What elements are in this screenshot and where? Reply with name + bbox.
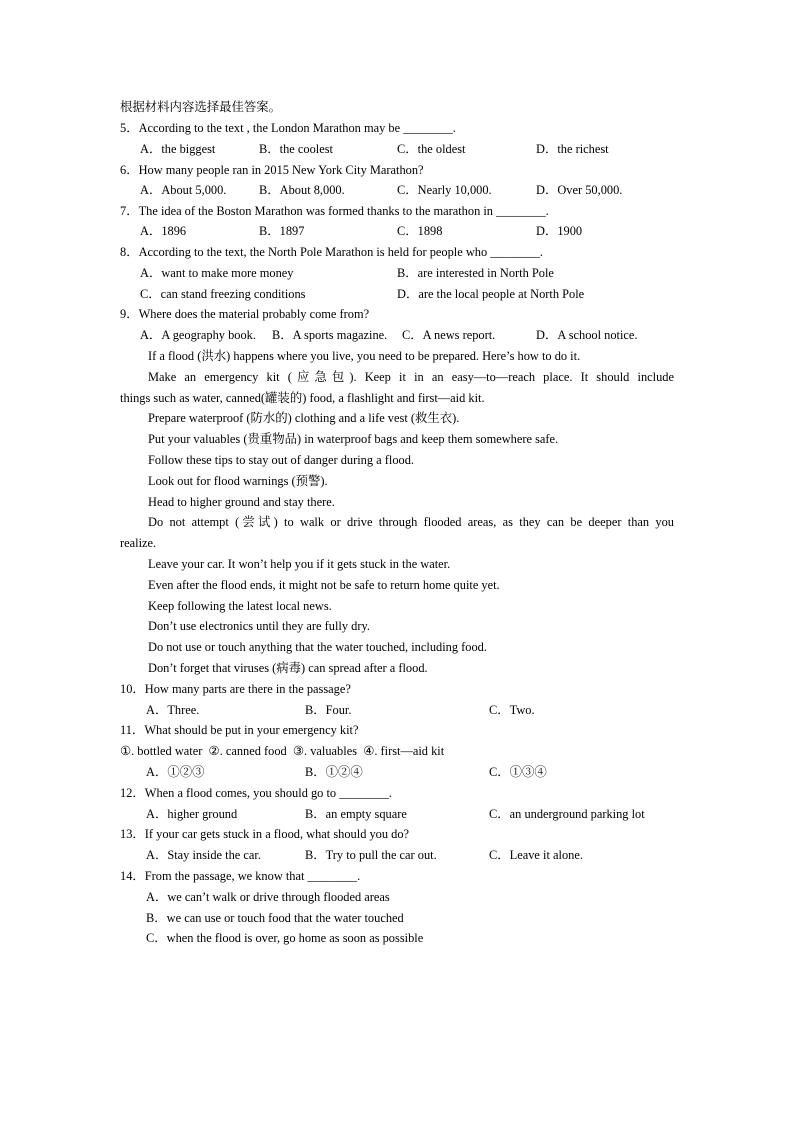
passage-line: Don’t use electronics until they are fully dry. [148,619,370,633]
q6-option-d[interactable]: D．Over 50,000. [536,183,623,197]
passage-line: Leave your car. It won’t help you if it gets stuck in the water. [148,557,451,571]
q8-option-c[interactable]: C．can stand freezing conditions [140,287,306,301]
q14-option-c[interactable]: C．when the flood is over, go home as soon as possible [146,931,424,945]
question-5-stem: 5．According to the text , the London Marathon may be ________. [120,121,456,135]
passage-line: realize. [120,536,157,550]
q9-option-b[interactable]: B．A sports magazine. [272,328,388,342]
passage-line: Do not attempt (尝试) to walk or drive through flooded areas, as they can be deeper than you [148,515,674,529]
passage-line: Even after the flood ends, it might not be safe to return home quite yet. [148,578,500,592]
q13-option-a[interactable]: A．Stay inside the car. [146,848,261,862]
q12-option-c[interactable]: C．an underground parking lot [489,807,645,821]
question-9-stem: 9．Where does the material probably come from? [120,307,370,321]
passage-line: Put your valuables (贵重物品) in waterproof bags and keep them somewhere safe. [148,432,559,446]
q12-option-b[interactable]: B．an empty square [305,807,407,821]
passage-line: Do not use or touch anything that the water touched, including food. [148,640,487,654]
q12-option-a[interactable]: A．higher ground [146,807,238,821]
passage-line: Prepare waterproof (防水的) clothing and a life vest (救生衣). [148,411,460,425]
q5-option-c[interactable]: C．the oldest [397,142,466,156]
q7-option-a[interactable]: A．1896 [140,224,187,238]
q13-option-c[interactable]: C．Leave it alone. [489,848,583,862]
q11-items-list: ①. bottled water ②. canned food ③. valuables ④. first—aid kit [120,744,445,758]
q8-option-a[interactable]: A．want to make more money [140,266,294,280]
q5-option-b[interactable]: B．the coolest [259,142,333,156]
question-11-stem: 11．What should be put in your emergency kit? [120,723,359,737]
q6-option-a[interactable]: A．About 5,000. [140,183,227,197]
q10-option-b[interactable]: B．Four. [305,703,352,717]
q11-option-b[interactable]: B．①②④ [305,765,363,779]
q6-option-b[interactable]: B．About 8,000. [259,183,345,197]
q7-option-c[interactable]: C．1898 [397,224,443,238]
passage-line: Make an emergency kit (应急包). Keep it in an easy—to—reach place. It should include [148,370,674,384]
q10-option-c[interactable]: C．Two. [489,703,535,717]
passage-line: Follow these tips to stay out of danger during a flood. [148,453,415,467]
q6-option-c[interactable]: C．Nearly 10,000. [397,183,492,197]
question-12-stem: 12．When a flood comes, you should go to ________. [120,786,392,800]
question-14-stem: 14．From the passage, we know that ________. [120,869,361,883]
question-13-stem: 13．If your car gets stuck in a flood, what should you do? [120,827,410,841]
q5-option-d[interactable]: D．the richest [536,142,609,156]
q14-option-a[interactable]: A．we can’t walk or drive through flooded areas [146,890,390,904]
q11-option-a[interactable]: A．①②③ [146,765,205,779]
q7-option-b[interactable]: B．1897 [259,224,305,238]
q10-option-a[interactable]: A．Three. [146,703,200,717]
passage-line: If a flood (洪水) happens where you live, you need to be prepared. Here’s how to do it. [148,349,581,363]
q11-option-c[interactable]: C．①③④ [489,765,547,779]
question-10-stem: 10．How many parts are there in the passage? [120,682,351,696]
q9-option-a[interactable]: A．A geography book. [140,328,256,342]
instruction: 根据材料内容选择最佳答案。 [120,100,282,114]
q8-option-b[interactable]: B．are interested in North Pole [397,266,554,280]
q8-option-d[interactable]: D．are the local people at North Pole [397,287,585,301]
q13-option-b[interactable]: B．Try to pull the car out. [305,848,437,862]
question-8-stem: 8．According to the text, the North Pole Marathon is held for people who ________. [120,245,543,259]
question-7-stem: 7．The idea of the Boston Marathon was formed thanks to the marathon in ________. [120,204,549,218]
question-6-stem: 6．How many people ran in 2015 New York City Marathon? [120,163,424,177]
q9-option-c[interactable]: C．A news report. [402,328,496,342]
passage-line: things such as water, canned(罐装的) food, a flashlight and first—aid kit. [120,391,485,405]
passage-line: Head to higher ground and stay there. [148,495,335,509]
q5-option-a[interactable]: A．the biggest [140,142,216,156]
passage-line: Don’t forget that viruses (病毒) can spread after a flood. [148,661,428,675]
q9-option-d[interactable]: D．A school notice. [536,328,638,342]
passage-line: Keep following the latest local news. [148,599,332,613]
passage-line: Look out for flood warnings (预警). [148,474,328,488]
q14-option-b[interactable]: B．we can use or touch food that the water touched [146,911,404,925]
q7-option-d[interactable]: D．1900 [536,224,583,238]
